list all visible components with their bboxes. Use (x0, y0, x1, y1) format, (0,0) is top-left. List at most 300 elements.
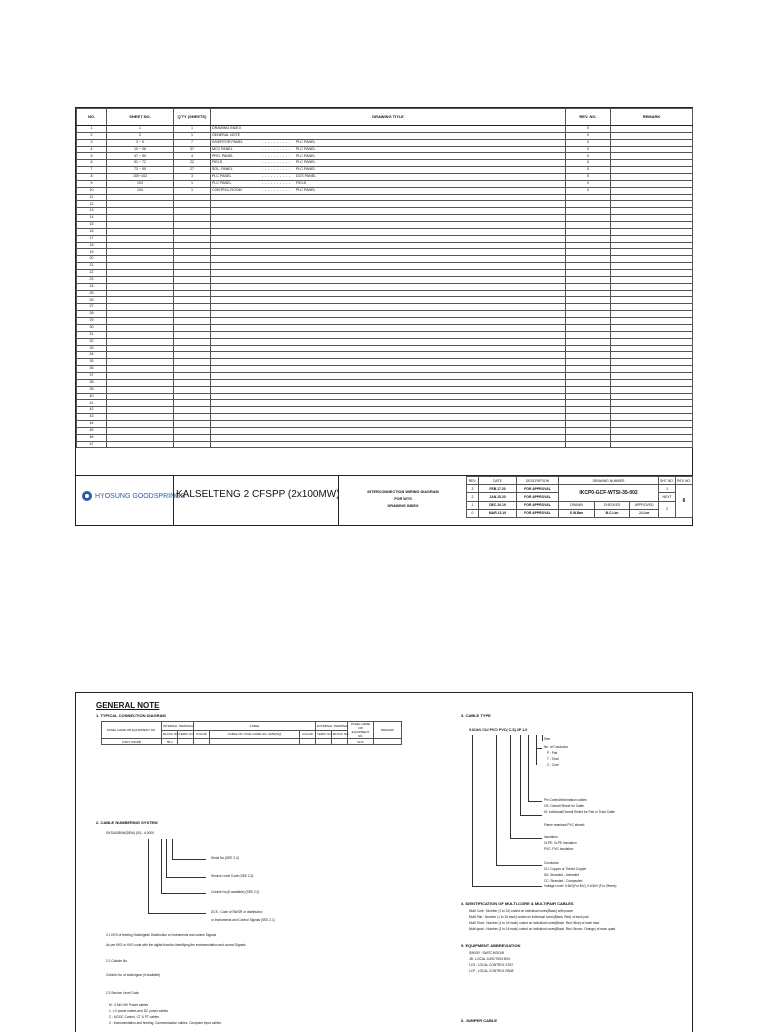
row-sheet-no (107, 235, 174, 242)
row-remark (611, 160, 693, 167)
row-no: 46 (77, 434, 107, 441)
revision-date: FEB.17.20 (479, 485, 517, 493)
row-remark (611, 187, 693, 194)
leader-line (536, 748, 542, 749)
section-typical-connection: 1. TYPICAL CONNECTION DIAGRAM (96, 713, 166, 718)
leader-line (510, 838, 542, 839)
conn-header: EXTERNAL TERMINAL (316, 722, 348, 731)
row-no: 2 (77, 132, 107, 139)
row-drawing-title (211, 174, 566, 181)
row-qty (174, 427, 211, 434)
revision-date: DEC.10.19 (479, 501, 517, 509)
row-no: 33 (77, 345, 107, 352)
conn-header: PANEL NAME OR EQUIPMENT NO. (348, 722, 374, 739)
row-qty (174, 338, 211, 345)
note-text: M : 0.6kV MV Power cables (109, 1003, 149, 1007)
row-drawing-title (211, 441, 566, 448)
row-no: 11 (77, 194, 107, 201)
row-remark (611, 126, 693, 133)
row-no: 44 (77, 420, 107, 427)
row-drawing-title (211, 208, 566, 215)
row-drawing-title (211, 379, 566, 386)
drawing-index-sheet (75, 107, 693, 526)
row-sheet-no (107, 270, 174, 277)
row-rev-no (566, 283, 611, 290)
row-no: 34 (77, 352, 107, 359)
revision-number: 1 (467, 501, 479, 509)
row-qty: 1 (174, 126, 211, 133)
rev-value: 6 (676, 485, 693, 518)
row-rev-no (566, 290, 611, 297)
row-rev-no (566, 249, 611, 256)
company-logo (82, 491, 185, 501)
table-row (77, 160, 693, 167)
row-sheet-no (107, 276, 174, 283)
row-no: 36 (77, 366, 107, 373)
row-sheet-no: 103 (107, 180, 174, 187)
row-remark (611, 242, 693, 249)
cable-type-note: SA: Stranded - Annealed (544, 873, 580, 877)
identification-line: Multi Pair : Number (1 to 16 each) coded on individual cores(Black, Red) of each pair (469, 915, 589, 919)
row-qty (174, 270, 211, 277)
row-rev-no (566, 276, 611, 283)
row-qty (174, 283, 211, 290)
row-qty (174, 249, 211, 256)
leader-line (520, 815, 542, 816)
row-drawing-title (211, 270, 566, 277)
section-identification: 4. IDENTIFICATION OF MULTI-CORE & MULTIPAIR CABLES (461, 901, 574, 906)
row-no: 28 (77, 311, 107, 318)
row-qty (174, 201, 211, 208)
row-sheet-no: 104 (107, 187, 174, 194)
leader-line (148, 839, 149, 913)
row-rev-no (566, 235, 611, 242)
row-drawing-title (211, 249, 566, 256)
leader-line (172, 839, 173, 859)
row-sheet-no (107, 331, 174, 338)
row-sheet-no: 100~102 (107, 174, 174, 181)
row-rev-no: 0 (566, 132, 611, 139)
note-text: Cubicle No. of switchgear (if available) (106, 973, 161, 977)
next-label: NEXT (659, 493, 676, 501)
row-drawing-title (211, 153, 566, 160)
cable-type-note: PVC: PVC Insulation (544, 847, 574, 851)
row-rev-no (566, 208, 611, 215)
row-no: 18 (77, 242, 107, 249)
row-drawing-title (211, 420, 566, 427)
row-remark (611, 174, 693, 181)
row-no: 6 (77, 160, 107, 167)
row-rev-no (566, 441, 611, 448)
row-remark (611, 297, 693, 304)
row-drawing-title (211, 263, 566, 270)
row-remark (611, 345, 693, 352)
drawing-title-line: DRAWING INDEX (387, 504, 419, 508)
table-row (77, 235, 693, 242)
table-row (77, 352, 693, 359)
row-drawing-title (211, 139, 566, 146)
identification-line: Multi Core : Number (1 to 31) coded on individual cores(Black) with power (469, 909, 574, 913)
cable-type-note: Flame retardant PVC sheath (544, 823, 585, 827)
row-qty (174, 318, 211, 325)
row-rev-no (566, 297, 611, 304)
row-no: 45 (77, 427, 107, 434)
cable-type-note: No. of Conductor (544, 745, 569, 749)
row-remark (611, 276, 693, 283)
row-remark (611, 249, 693, 256)
row-sheet-no (107, 427, 174, 434)
cable-type-note: Size (544, 737, 551, 741)
row-rev-no: 0 (566, 153, 611, 160)
table-row (77, 167, 693, 174)
identification-line: Multi Triad : Number (1 to 16 each) coded on individual cores(Black, Red, Blue) of each triad (469, 921, 600, 925)
row-rev-no (566, 256, 611, 263)
table-row (77, 318, 693, 325)
table-row (77, 222, 693, 229)
row-qty (174, 208, 211, 215)
row-remark (611, 304, 693, 311)
revision-description: FOR APPROVAL (517, 485, 559, 493)
row-qty (174, 379, 211, 386)
cable-type-example: 0.6/1kV CU/ PVC/ PVC( C-S) 2P 1.0 (469, 728, 528, 732)
row-remark (611, 256, 693, 263)
row-sheet-no (107, 228, 174, 235)
table-row (77, 386, 693, 393)
row-qty (174, 235, 211, 242)
conn-subheader: COLOR (300, 730, 316, 739)
cable-type-note: CC: Stranded - Compacted (544, 879, 583, 883)
table-row (77, 434, 693, 441)
row-qty (174, 434, 211, 441)
row-no: 12 (77, 201, 107, 208)
row-remark (611, 366, 693, 373)
row-drawing-title (211, 242, 566, 249)
row-remark (611, 153, 693, 160)
row-qty (174, 366, 211, 373)
conn-header: REMARK (374, 722, 402, 739)
row-sheet-no (107, 263, 174, 270)
row-qty (174, 372, 211, 379)
row-sheet-no (107, 407, 174, 414)
hyosung-logo-icon (82, 491, 92, 501)
table-row (77, 331, 693, 338)
revision-description: FOR APPROVAL (517, 501, 559, 509)
row-drawing-title (211, 304, 566, 311)
approved-label: APPROVED (630, 501, 659, 509)
row-drawing-title (211, 366, 566, 373)
table-row (77, 414, 693, 421)
divider (173, 476, 174, 526)
row-remark (611, 283, 693, 290)
row-drawing-title (211, 324, 566, 331)
leader-line (536, 735, 537, 765)
row-rev-no (566, 393, 611, 400)
leader-line (148, 913, 206, 914)
header-qty: Q'TY (SHEETS) (174, 109, 211, 126)
revision-date: JAN.15.20 (479, 493, 517, 501)
row-rev-no (566, 324, 611, 331)
row-drawing-title (211, 393, 566, 400)
row-qty (174, 222, 211, 229)
row-drawing-title (211, 215, 566, 222)
cable-type-note: T : Triad (547, 757, 559, 761)
row-no: 26 (77, 297, 107, 304)
row-remark (611, 372, 693, 379)
row-sheet-no (107, 338, 174, 345)
conn-subheader: BLOCK NO. (162, 730, 178, 739)
row-drawing-title (211, 400, 566, 407)
row-dots: - - - - - - - - - - (262, 187, 291, 192)
row-drawing-title (211, 222, 566, 229)
row-destination: PLC PANEL (296, 167, 316, 172)
row-title-text: CONTROL ROOM (212, 187, 242, 192)
row-rev-no (566, 304, 611, 311)
row-qty (174, 407, 211, 414)
row-no: 21 (77, 263, 107, 270)
row-rev-no (566, 400, 611, 407)
table-row (77, 208, 693, 215)
table-row (77, 263, 693, 270)
row-remark (611, 359, 693, 366)
numbering-note: Serial No.(SEE 2.4) (211, 856, 239, 860)
numbering-note: or Instruments and Control Signals (SEE 2.1) (211, 918, 275, 922)
row-rev-no (566, 427, 611, 434)
table-row (77, 194, 693, 201)
row-rev-no (566, 228, 611, 235)
revision-table (466, 476, 693, 518)
row-drawing-title (211, 359, 566, 366)
cable-type-note: CU: Copper or Tinned Copper (544, 867, 587, 871)
cable-type-note: P : Pair (547, 751, 558, 755)
row-drawing-title (211, 372, 566, 379)
leader-line (472, 735, 473, 886)
row-qty: 4 (174, 153, 211, 160)
row-remark (611, 263, 693, 270)
row-rev-no (566, 338, 611, 345)
note-text: As per KKS or KKS code with the digital function identifying the instrumentation and control Signals (106, 943, 246, 947)
next-sheet: 2 (659, 501, 676, 517)
table-row (77, 132, 693, 139)
row-drawing-title (211, 318, 566, 325)
row-remark (611, 167, 693, 174)
row-no: 7 (77, 167, 107, 174)
numbering-note: Cubicle No.(if available) (SEE 2.2) (211, 890, 260, 894)
row-rev-no (566, 331, 611, 338)
leader-line (542, 735, 543, 741)
row-no: 5 (77, 153, 107, 160)
revision-date: MAR.13.19 (479, 509, 517, 517)
row-remark (611, 139, 693, 146)
row-remark (611, 270, 693, 277)
drawn-label: DRAWN (559, 501, 595, 509)
row-rev-no (566, 345, 611, 352)
row-no: 15 (77, 222, 107, 229)
revision-number: 2 (467, 493, 479, 501)
leader-line (172, 859, 206, 860)
row-drawing-title (211, 256, 566, 263)
note-text: X : Instrumentation and feeding, Communication cables, Computer input cables (109, 1021, 221, 1025)
abbreviation-line: JB : LOCAL JUNCTION BOX (469, 957, 511, 961)
note-text: 2.2 Cubicle No. (106, 959, 128, 963)
row-rev-no: 0 (566, 160, 611, 167)
row-no: 13 (77, 208, 107, 215)
section-cable-type: 3. CABLE TYPE (461, 713, 491, 718)
row-no: 47 (77, 441, 107, 448)
row-sheet-no (107, 414, 174, 421)
row-no: 20 (77, 256, 107, 263)
row-rev-no (566, 318, 611, 325)
abbreviation-line: LCS : LOCAL CONTROL STAT (469, 963, 514, 967)
row-remark (611, 318, 693, 325)
row-remark (611, 215, 693, 222)
row-remark (611, 427, 693, 434)
row-drawing-title (211, 201, 566, 208)
row-sheet-no (107, 311, 174, 318)
row-qty (174, 352, 211, 359)
row-rev-no (566, 311, 611, 318)
row-sheet-no (107, 201, 174, 208)
header-remark: REMARK (611, 109, 693, 126)
drawing-title-line: INTERCONNECTION WIRING DIAGRAM (367, 490, 439, 494)
row-sheet-no (107, 297, 174, 304)
row-qty (174, 276, 211, 283)
row-destination: PLC PANEL (296, 187, 316, 192)
row-sheet-no (107, 359, 174, 366)
cable-type-note: C : Core (547, 763, 559, 767)
table-row (77, 427, 693, 434)
row-rev-no (566, 359, 611, 366)
row-remark (611, 324, 693, 331)
company-name: HYOSUNG GOODSPRINGS (95, 492, 186, 500)
row-destination: PLC PANEL (296, 160, 316, 165)
row-qty (174, 393, 211, 400)
section-abbreviation: 5. EQUIPMENT ABBREVIATION (461, 943, 521, 948)
leader-line (161, 839, 162, 893)
row-sheet-no (107, 352, 174, 359)
row-qty (174, 311, 211, 318)
row-no: 29 (77, 318, 107, 325)
numbering-example: GKSAG/BNW(DEM) (00) - A 0000 (106, 831, 155, 835)
table-row (77, 228, 693, 235)
leader-line (520, 735, 521, 815)
row-sheet-no (107, 249, 174, 256)
table-row (77, 372, 693, 379)
table-row (77, 201, 693, 208)
conn-dest: DCS (348, 739, 374, 745)
row-rev-no: 0 (566, 167, 611, 174)
row-destination: PLC PANEL (296, 153, 316, 158)
row-qty: 27 (174, 167, 211, 174)
row-sheet-no (107, 283, 174, 290)
row-qty (174, 400, 211, 407)
row-sheet-no (107, 366, 174, 373)
row-no: 42 (77, 407, 107, 414)
row-dots: - - - - - - - - - - (262, 160, 291, 165)
row-rev-no (566, 270, 611, 277)
row-destination: DCS PANEL (296, 174, 317, 179)
row-drawing-title (211, 187, 566, 194)
abbreviation-line: LCP : LOCAL CONTROL PANE (469, 969, 514, 973)
conn-subheader: COLOR (194, 730, 210, 739)
row-no: 32 (77, 338, 107, 345)
row-title-text: PLC PANEL (212, 181, 232, 185)
row-drawing-title (211, 331, 566, 338)
leader-line (528, 801, 542, 802)
table-row (77, 338, 693, 345)
row-qty: 1 (174, 180, 211, 187)
row-qty: 7 (174, 139, 211, 146)
conn-panel: 0.6KV SW/DB (102, 739, 162, 745)
drawn-by: S.W.Bae (559, 509, 595, 517)
row-remark (611, 386, 693, 393)
row-sheet-no (107, 386, 174, 393)
row-remark (611, 201, 693, 208)
header-rev-no: REV. NO. (566, 109, 611, 126)
row-rev-no (566, 201, 611, 208)
row-rev-no (566, 434, 611, 441)
row-drawing-title (211, 297, 566, 304)
row-remark (611, 393, 693, 400)
description-header: DESCRIPTION (517, 477, 559, 485)
row-qty (174, 359, 211, 366)
revision-description: FOR APPROVAL (517, 493, 559, 501)
row-sheet-no (107, 208, 174, 215)
row-drawing-title (211, 338, 566, 345)
row-drawing-title (211, 132, 566, 139)
header-no: NO. (77, 109, 107, 126)
row-remark (611, 407, 693, 414)
row-no: 10 (77, 187, 107, 194)
drawing-title (338, 489, 468, 510)
row-rev-no (566, 215, 611, 222)
conn-subheader: TERM. NO. (316, 730, 332, 739)
table-row (77, 249, 693, 256)
row-rev-no (566, 420, 611, 427)
row-sheet-no (107, 345, 174, 352)
table-row (77, 359, 693, 366)
header-sheet-no: SHEET NO. (107, 109, 174, 126)
row-qty (174, 256, 211, 263)
row-remark (611, 222, 693, 229)
project-title: KALSELTENG 2 CFSPP (2x100MW) (176, 489, 340, 500)
table-row (77, 311, 693, 318)
table-row (77, 215, 693, 222)
title-block (76, 475, 692, 526)
row-drawing-title (211, 228, 566, 235)
row-no: 1 (77, 126, 107, 133)
table-row (77, 400, 693, 407)
row-qty (174, 297, 211, 304)
row-sheet-no (107, 379, 174, 386)
row-drawing-title (211, 386, 566, 393)
row-qty (174, 242, 211, 249)
row-no: 35 (77, 359, 107, 366)
row-sheet-no (107, 324, 174, 331)
row-remark (611, 414, 693, 421)
row-remark (611, 331, 693, 338)
row-no: 8 (77, 174, 107, 181)
row-rev-no (566, 414, 611, 421)
row-drawing-title (211, 167, 566, 174)
cable-type-note: Conductor (544, 861, 559, 865)
row-drawing-title (211, 311, 566, 318)
row-title-text: GENERAL NOTE (212, 132, 241, 137)
row-rev-no: 0 (566, 174, 611, 181)
row-drawing-title (211, 352, 566, 359)
leader-line (166, 839, 167, 877)
row-sheet-no (107, 400, 174, 407)
conn-header: PANEL NAME OR EQUIPMENT NO. (102, 722, 162, 739)
